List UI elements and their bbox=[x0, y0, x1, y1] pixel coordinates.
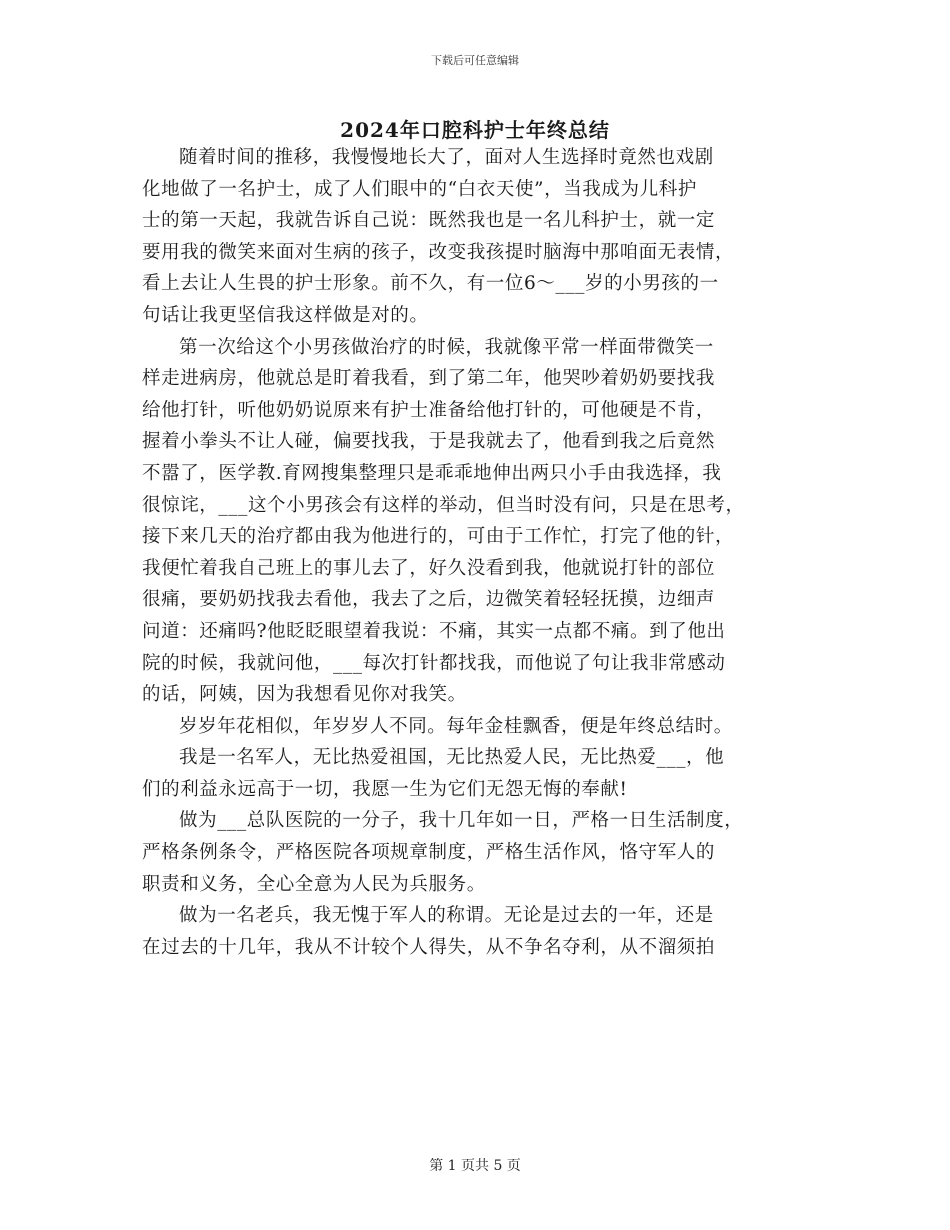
text-line: 我是一名军人，无比热爱祖国，无比热爱人民，无比热爱___，他 bbox=[179, 747, 725, 769]
header-note: 下载后可任意编辑 bbox=[431, 54, 519, 67]
text-line: 化地做了一名护士，成了人们眼中的“白衣天使”，当我成为儿科护 bbox=[142, 178, 697, 200]
text-line: 做为___总队医院的一分子，我十几年如一日，严格一日生活制度， bbox=[179, 810, 744, 832]
text-line: 给他打针，听他奶奶说原来有护士准备给他打针的，可他硬是不肯， bbox=[142, 399, 716, 421]
paragraph-3 bbox=[142, 711, 822, 743]
text-line: 句话让我更坚信我这样做是对的。 bbox=[142, 304, 429, 326]
paragraph-4 bbox=[142, 742, 822, 805]
text-line: 看上去让人生畏的护士形象。前不久，有一位6～___岁的小男孩的一 bbox=[142, 273, 719, 295]
text-line: 岁岁年花相似，年岁岁人不同。每年金桂飘香，便是年终总结时。 bbox=[179, 715, 733, 737]
text-line: 在过去的十几年，我从不计较个人得失，从不争名夺利，从不溜须拍 bbox=[142, 936, 716, 958]
paragraph-1 bbox=[142, 142, 822, 332]
text-line: 问道：还痛吗?他眨眨眼望着我说：不痛，其实一点都不痛。到了他出 bbox=[142, 620, 726, 642]
text-line: 样走进病房，他就总是盯着我看，到了第二年，他哭吵着奶奶要找我 bbox=[142, 368, 716, 390]
text-line: 的话，阿姨，因为我想看见你对我笑。 bbox=[142, 684, 467, 706]
paragraph-6 bbox=[142, 900, 822, 963]
paragraph-2 bbox=[142, 332, 822, 711]
text-line: 不嚣了，医学教.育网搜集整理只是乖乖地伸出两只小手由我选择，我 bbox=[142, 462, 722, 484]
document-title: 2024年口腔科护士年终总结 bbox=[340, 118, 610, 142]
document-body bbox=[142, 142, 822, 963]
text-line: 接下来几天的治疗都由我为他进行的，可由于工作忙，打完了他的针， bbox=[142, 526, 735, 548]
text-line: 严格条例条令，严格医院各项规章制度，严格生活作风，恪守军人的 bbox=[142, 842, 716, 864]
text-line: 很惊诧，___这个小男孩会有这样的举动，但当时没有问，只是在思考， bbox=[142, 494, 745, 516]
text-line: 们的利益永远高于一切，我愿一生为它们无怨无悔的奉献! bbox=[142, 778, 628, 800]
text-line: 士的第一天起，我就告诉自己说：既然我也是一名儿科护士，就一定 bbox=[142, 210, 716, 232]
paragraph-5 bbox=[142, 805, 822, 900]
text-line: 院的时候，我就问他，___每次打针都找我，而他说了句让我非常感动 bbox=[142, 652, 726, 674]
text-line: 我便忙着我自己班上的事儿去了，好久没看到我，他就说打针的部位 bbox=[142, 557, 716, 579]
text-line: 第一次给这个小男孩做治疗的时候，我就像平常一样面带微笑一 bbox=[179, 336, 714, 358]
text-line: 很痛，要奶奶找我去看他，我去了之后，边微笑着轻轻抚摸，边细声 bbox=[142, 589, 716, 611]
text-line: 做为一名老兵，我无愧于军人的称谓。无论是过去的一年，还是 bbox=[179, 905, 714, 927]
text-line: 随着时间的推移，我慢慢地长大了，面对人生选择时竟然也戏剧 bbox=[179, 147, 714, 168]
page-footer: 第 1 页共 5 页 bbox=[429, 1158, 521, 1174]
text-line: 职责和义务，全心全意为人民为兵服务。 bbox=[142, 873, 486, 895]
text-line: 要用我的微笑来面对生病的孩子，改变我孩提时脑海中那咱面无表情， bbox=[142, 241, 735, 263]
text-line: 握着小拳头不让人碰，偏要找我，于是我就去了，他看到我之后竟然 bbox=[142, 431, 716, 453]
